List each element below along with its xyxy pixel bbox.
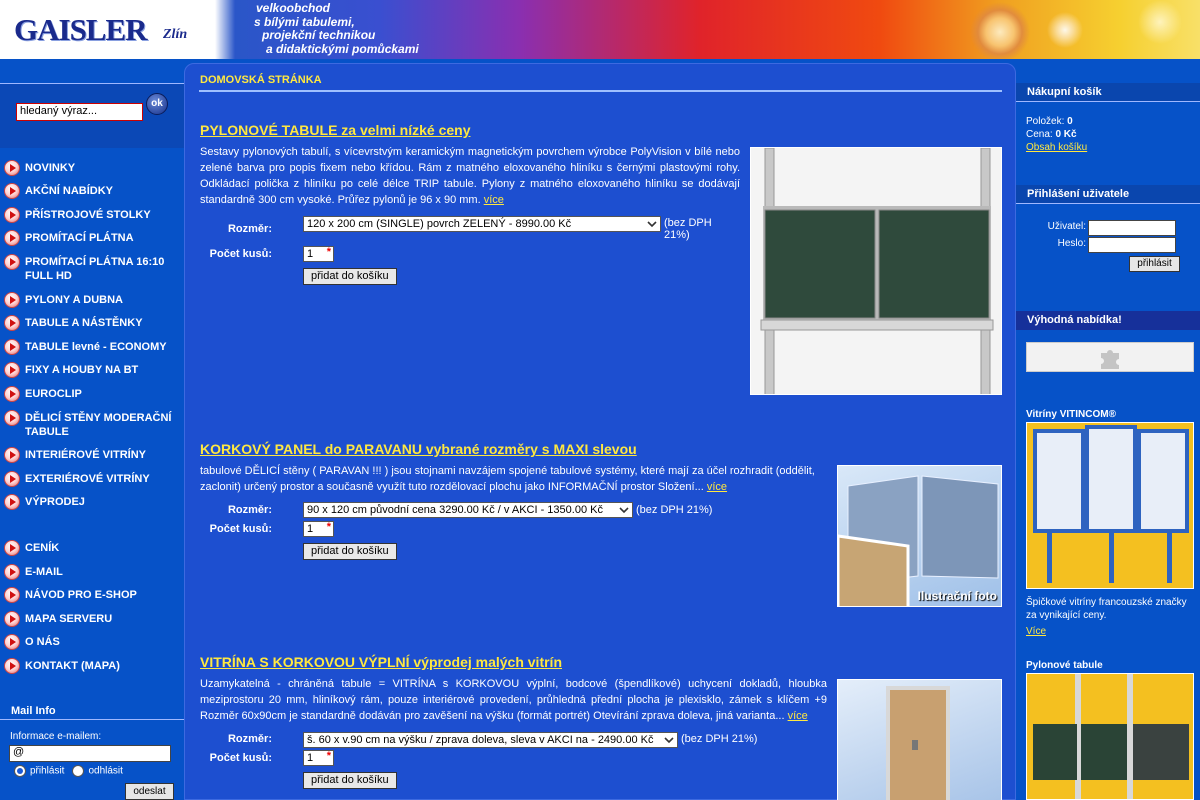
nav-item-label: O NÁS bbox=[25, 636, 60, 648]
arrow-bullet-icon bbox=[4, 386, 20, 402]
vitrine-illustration bbox=[1027, 423, 1193, 588]
vitrines-image[interactable] bbox=[1026, 422, 1194, 589]
more-link[interactable]: více bbox=[706, 481, 728, 493]
vat-note: (bez DPH 21%) bbox=[681, 733, 758, 745]
add-to-cart-button[interactable]: přidat do košíku bbox=[303, 772, 397, 789]
cart-title: Nákupní košík bbox=[1016, 83, 1200, 102]
puzzle-placeholder-icon bbox=[1097, 345, 1125, 371]
chevron-down-icon bbox=[618, 504, 630, 516]
cart-items-value: 0 bbox=[1067, 116, 1073, 127]
breadcrumb[interactable]: DOMOVSKÁ STRÁNKA bbox=[200, 74, 322, 86]
arrow-bullet-icon bbox=[4, 160, 20, 176]
mail-radio-group bbox=[14, 765, 123, 777]
cart-price-label: Cena: bbox=[1026, 129, 1053, 140]
nav-item-label: E-MAIL bbox=[25, 566, 63, 578]
nav-item[interactable] bbox=[0, 183, 184, 199]
nav-item[interactable] bbox=[0, 362, 184, 378]
vat-note: (bez DPH 21%) bbox=[664, 217, 712, 241]
tagline-line: velkoobchod bbox=[256, 1, 331, 15]
site-logo-city: Zlín bbox=[163, 27, 188, 42]
nav-item[interactable] bbox=[0, 160, 184, 176]
site-header bbox=[0, 0, 1200, 59]
pylon-board-thumb bbox=[1027, 674, 1193, 800]
required-asterisk-icon: * bbox=[326, 750, 331, 762]
nav-item-label: EXTERIÉROVÉ VITRÍNY bbox=[25, 473, 150, 485]
arrow-bullet-icon bbox=[4, 315, 20, 331]
arrow-bullet-icon bbox=[4, 471, 20, 487]
product-description-text: Sestavy pylonových tabulí, s vícevrstvým keramickým magnetickým povrchem výrobce PolyVision v bílé nebo zelené barva pro popis fixem nebo křídou. Rám z matného eloxovaného hliníku s černými plastovými rohy. Odkládací polička z hliníku po celé délce TRIP tabule. Pylony z matného eloxovaného hliníku se dodávají standardně 300 cm vysoké. Průřez pylonů je 96 x 90 mm. bbox=[200, 146, 740, 206]
username-field[interactable] bbox=[1088, 220, 1176, 236]
radio-unsubscribe-circle[interactable] bbox=[72, 765, 84, 777]
nav-item[interactable] bbox=[0, 447, 184, 463]
nav-item[interactable] bbox=[0, 254, 184, 283]
size-select[interactable] bbox=[303, 216, 661, 232]
add-to-cart-button[interactable]: přidat do košíku bbox=[303, 543, 397, 560]
qty-label: Počet kusů: bbox=[209, 248, 272, 260]
quantity-value: 1 bbox=[307, 248, 314, 260]
arrow-bullet-icon bbox=[4, 611, 20, 627]
header-tagline bbox=[232, 2, 419, 56]
nav-item[interactable] bbox=[0, 634, 184, 650]
qty-label: Počet kusů: bbox=[209, 752, 272, 764]
product-description bbox=[200, 144, 740, 208]
tagline-line: projekční technikou bbox=[262, 28, 376, 42]
pylons-image[interactable] bbox=[1026, 673, 1194, 800]
nav-item-label: PYLONY A DUBNA bbox=[25, 294, 123, 306]
product-description-text: tabulové DĚLICÍ stěny ( PARAVAN !!! ) jsou stojnami navzájem spojené tabulové systémy, které mají za účel rozhradit (oddělit, zaclonit) určený prostor a současně využít tuto rozdělovací plochu jako INFORMAČNÍ prostor Složení... bbox=[200, 465, 815, 493]
nav-item[interactable] bbox=[0, 386, 184, 402]
nav-item-label: CENÍK bbox=[25, 542, 60, 554]
arrow-bullet-icon bbox=[4, 658, 20, 674]
arrow-bullet-icon bbox=[4, 254, 20, 270]
main-content bbox=[184, 63, 1016, 800]
arrow-bullet-icon bbox=[4, 634, 20, 650]
nav-item-label: MAPA SERVERU bbox=[25, 613, 113, 625]
nav-item-label: EUROCLIP bbox=[25, 388, 82, 400]
nav-item-label: KONTAKT (MAPA) bbox=[25, 660, 120, 672]
required-asterisk-icon: * bbox=[326, 521, 331, 533]
quantity-input[interactable] bbox=[303, 750, 334, 766]
quantity-input[interactable] bbox=[303, 246, 334, 262]
product-image-pylon-board[interactable] bbox=[750, 147, 1002, 395]
pylons-title: Pylonové tabule bbox=[1026, 660, 1103, 671]
nav-item-label: NÁVOD PRO E-SHOP bbox=[25, 589, 137, 601]
size-label: Rozměr: bbox=[227, 223, 272, 235]
vitrines-more-link[interactable]: Více bbox=[1026, 626, 1047, 637]
size-select-value: 120 x 200 cm (SINGLE) povrch ZELENÝ - 8990.00 Kč bbox=[307, 218, 572, 230]
cart-items bbox=[1026, 115, 1073, 128]
product-description bbox=[200, 463, 827, 495]
arrow-bullet-icon bbox=[4, 494, 20, 510]
size-select-value: 90 x 120 cm původní cena 3290.00 Kč / v AKCI - 1350.00 Kč bbox=[307, 504, 603, 516]
nav-item[interactable] bbox=[0, 207, 184, 223]
radio-subscribe[interactable] bbox=[14, 765, 64, 777]
nav-item-label: TABULE levné - ECONOMY bbox=[25, 341, 167, 353]
more-link[interactable]: více bbox=[787, 710, 808, 722]
header-photo bbox=[970, 0, 1200, 59]
mail-send-button[interactable]: odeslat bbox=[125, 783, 174, 800]
site-logo[interactable]: GAISLER bbox=[14, 12, 147, 47]
divider bbox=[199, 90, 1002, 92]
nav-item[interactable] bbox=[0, 230, 184, 246]
required-asterisk-icon: * bbox=[326, 246, 331, 258]
arrow-bullet-icon bbox=[4, 230, 20, 246]
cart-items-label: Položek: bbox=[1026, 116, 1065, 127]
tagline-line: s bílými tabulemi, bbox=[254, 14, 355, 29]
nav-item[interactable] bbox=[0, 471, 184, 487]
cork-panel-illustration bbox=[838, 466, 1002, 607]
nav-item[interactable] bbox=[0, 611, 184, 627]
arrow-bullet-icon bbox=[4, 183, 20, 199]
product-image-cork-vitrine[interactable] bbox=[837, 679, 1002, 800]
tagline-line: a didaktickými pomůckami bbox=[266, 41, 419, 56]
product-description-text: Uzamykatelná - chráněná tabule = VITRÍNA s KORKOVOU výplní, bodcové (špendlíkové) uchycení dokladů, hloubka meziprostoru 20 mm, hliníkový rám, pouze interiérové provedení, průhledná přední plocha je plexisklo, zámek s klíčem +9 Rozměr 60x90cm je standardně dodáván pro zavěšení na výšku (formát portrét) Otevírání zprava doleva, jiná varianta... bbox=[200, 678, 827, 722]
mail-info-label: Informace e-mailem: bbox=[10, 731, 102, 742]
email-field[interactable]: @ bbox=[9, 745, 171, 762]
search-input[interactable]: hledaný výraz... bbox=[16, 103, 143, 121]
image-caption: Ilustrační foto bbox=[917, 589, 997, 603]
offer-title: Výhodná nabídka! bbox=[1016, 311, 1200, 330]
nav-item[interactable] bbox=[0, 587, 184, 603]
nav-item-label: NOVINKY bbox=[25, 162, 76, 174]
product-title[interactable]: PYLONOVÉ TABULE za velmi nízké ceny bbox=[200, 122, 471, 138]
offer-banner[interactable] bbox=[1026, 342, 1194, 372]
right-sidebar bbox=[1016, 59, 1200, 800]
size-select[interactable] bbox=[303, 732, 678, 748]
quantity-value: 1 bbox=[307, 752, 314, 764]
nav-item[interactable] bbox=[0, 658, 184, 674]
nav-item-label: PROMÍTACÍ PLÁTNA bbox=[25, 232, 134, 244]
arrow-bullet-icon bbox=[4, 410, 20, 426]
nav-item[interactable] bbox=[0, 540, 184, 556]
size-label: Rozměr: bbox=[227, 504, 272, 516]
nav-item[interactable] bbox=[0, 410, 184, 439]
add-to-cart-button[interactable]: přidat do košíku bbox=[303, 268, 397, 285]
nav-item[interactable] bbox=[0, 564, 184, 580]
arrow-bullet-icon bbox=[4, 362, 20, 378]
radio-unsubscribe-label: odhlásit bbox=[88, 765, 123, 777]
arrow-bullet-icon bbox=[4, 447, 20, 463]
vitrines-title: Vitríny VITINCOM® bbox=[1026, 409, 1116, 420]
product-description bbox=[200, 676, 827, 724]
password-label: Heslo: bbox=[1057, 238, 1086, 249]
nav-item[interactable] bbox=[0, 339, 184, 355]
nav-item-label: FIXY A HOUBY NA BT bbox=[25, 364, 139, 376]
nav-item-label: TABULE A NÁSTĚNKY bbox=[25, 317, 143, 329]
radio-subscribe-circle[interactable] bbox=[14, 765, 26, 777]
arrow-bullet-icon bbox=[4, 564, 20, 580]
chevron-down-icon bbox=[646, 218, 658, 230]
vat-note: (bez DPH 21%) bbox=[636, 504, 713, 516]
user-label: Uživatel: bbox=[1047, 221, 1086, 232]
arrow-bullet-icon bbox=[4, 207, 20, 223]
quantity-input[interactable] bbox=[303, 521, 334, 537]
nav-item-label: AKČNÍ NABÍDKY bbox=[25, 185, 113, 197]
more-link[interactable]: více bbox=[483, 194, 504, 206]
arrow-bullet-icon bbox=[4, 292, 20, 308]
cart-price bbox=[1026, 128, 1077, 141]
size-select[interactable] bbox=[303, 502, 633, 518]
nav-item-label: PŘÍSTROJOVÉ STOLKY bbox=[25, 209, 151, 221]
arrow-bullet-icon bbox=[4, 587, 20, 603]
vitrines-text: Špičkové vitríny francouzské značky za vynikající ceny. bbox=[1026, 597, 1187, 621]
nav-item[interactable] bbox=[0, 315, 184, 331]
product-title[interactable]: KORKOVÝ PANEL do PARAVANU vybrané rozměry s MAXI slevou bbox=[200, 441, 637, 457]
nav-item-label: DĚLICÍ STĚNY MODERAČNÍ TABULE bbox=[25, 412, 172, 438]
size-label: Rozměr: bbox=[227, 733, 272, 745]
quantity-value: 1 bbox=[307, 523, 314, 535]
password-field[interactable] bbox=[1088, 237, 1176, 253]
radio-unsubscribe[interactable] bbox=[72, 765, 122, 777]
nav-item-label: PROMÍTACÍ PLÁTNA 16:10 FULL HD bbox=[25, 256, 165, 282]
cart-contents-link[interactable]: Obsah košíku bbox=[1026, 142, 1088, 153]
nav-item-label: VÝPRODEJ bbox=[25, 496, 85, 508]
mail-info-title: Mail Info bbox=[11, 705, 56, 717]
cork-vitrine-illustration bbox=[838, 680, 1002, 800]
login-button[interactable]: přihlásit bbox=[1129, 256, 1180, 272]
search-ok-button[interactable]: ok bbox=[146, 93, 168, 115]
radio-subscribe-label: přihlásit bbox=[30, 765, 65, 777]
product-image-cork-panel[interactable] bbox=[837, 465, 1002, 607]
nav-item-label: INTERIÉROVÉ VITRÍNY bbox=[25, 449, 147, 461]
login-title: Přihlášení uživatele bbox=[1016, 185, 1200, 204]
size-select-value: š. 60 x v.90 cm na výšku / zprava doleva, sleva v AKCI na - 2490.00 Kč bbox=[307, 734, 654, 746]
nav-item[interactable] bbox=[0, 494, 184, 510]
divider bbox=[0, 719, 184, 720]
arrow-bullet-icon bbox=[4, 540, 20, 556]
nav-item[interactable] bbox=[0, 292, 184, 308]
arrow-bullet-icon bbox=[4, 339, 20, 355]
chevron-down-icon bbox=[663, 734, 675, 746]
qty-label: Počet kusů: bbox=[209, 523, 272, 535]
pylon-board-illustration bbox=[751, 148, 1002, 395]
product-title[interactable]: VITRÍNA S KORKOVOU VÝPLNÍ výprodej malých vitrín bbox=[200, 654, 562, 670]
cart-price-value: 0 Kč bbox=[1055, 129, 1077, 140]
